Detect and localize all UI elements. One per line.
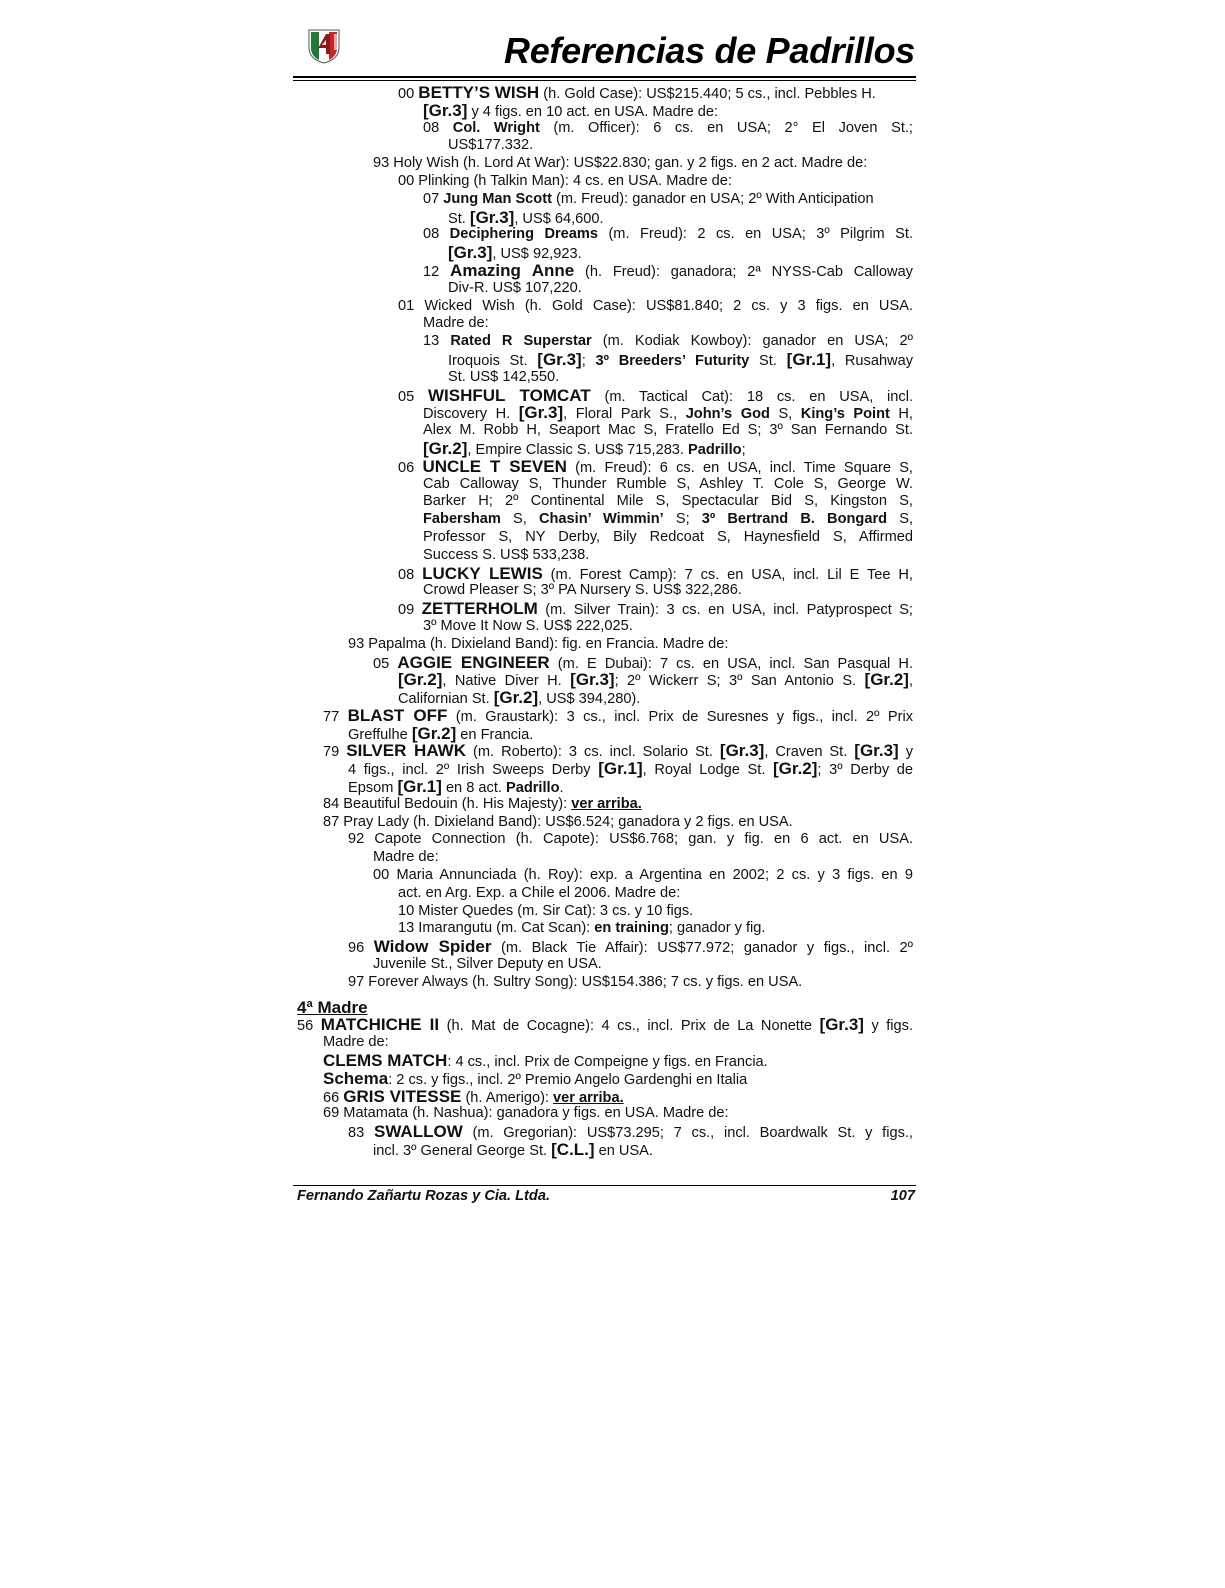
text-run: 07 xyxy=(423,190,444,207)
text-run: (m. Silver Train): 3 cs. en USA, incl. Patyprospect S; xyxy=(537,602,913,619)
text-line xyxy=(423,511,913,529)
emphasis-text: Widow Spider xyxy=(373,937,492,957)
text-run: ; 3º Derby de xyxy=(817,762,914,779)
text-line xyxy=(423,422,913,440)
text-run: Barker H; 2º Continental Mile S, Spectacular Bid S, Kingston S, xyxy=(423,493,913,510)
text-run: Madre de: xyxy=(423,315,489,332)
text-run: 08 xyxy=(398,566,423,583)
emphasis-text: Schema xyxy=(323,1068,389,1088)
text-line xyxy=(348,725,913,743)
text-line xyxy=(398,565,913,583)
text-line xyxy=(348,938,913,956)
text-run: , Native Diver H. xyxy=(442,673,571,690)
text-run: St. xyxy=(749,352,787,369)
emphasis-text: Padrillo xyxy=(688,441,742,458)
text-line xyxy=(423,404,913,422)
text-line xyxy=(448,280,913,298)
text-run: 13 Imarangutu (m. Cat Scan): xyxy=(398,920,595,937)
emphasis-text: Chasin’ Wimmin’ xyxy=(538,511,664,528)
text-line xyxy=(448,209,913,227)
text-run: (m. Kodiak Kowboy): ganador en USA; 2º xyxy=(591,333,913,350)
emphasis-text: ZETTERHOLM xyxy=(421,599,538,619)
text-run: Alex M. Robb H, Seaport Mac S, Fratello Ed S; 3º San Fernando St. xyxy=(423,422,913,439)
emphasis-text: 3º Breeders’ Futurity xyxy=(595,352,750,369)
text-line xyxy=(423,120,913,138)
text-run: 92 Capote Connection (h. Capote): US$6.768; gan. y fig. en 6 act. en USA. xyxy=(348,831,913,848)
emphasis-text: John’s God xyxy=(685,406,770,423)
text-run: (m. Freud): 6 cs. en USA, incl. Time Square S, xyxy=(566,459,913,476)
emphasis-text: [Gr.1] xyxy=(397,777,442,797)
text-line xyxy=(323,1105,913,1123)
text-line xyxy=(323,742,913,760)
emphasis-text: [Gr.2] xyxy=(398,670,443,690)
emphasis-text: Deciphering Dreams xyxy=(449,226,598,243)
text-run: 56 xyxy=(297,1018,321,1035)
text-line xyxy=(448,351,913,369)
text-line xyxy=(348,831,913,849)
text-line xyxy=(297,999,913,1017)
emphasis-text: [Gr.2] xyxy=(493,688,539,708)
emphasis-text: LUCKY LEWIS xyxy=(422,563,543,583)
emphasis-text: WISHFUL TOMCAT xyxy=(428,385,591,405)
text-run: (h. Gold Case): US$215.440; 5 cs., incl. Pebbles H. xyxy=(539,86,876,102)
text-run: ; xyxy=(741,441,746,458)
text-line xyxy=(423,440,913,458)
emphasis-text: 4ª Madre xyxy=(297,997,368,1017)
text-line xyxy=(423,618,913,636)
text-run: incl. 3º General George St. xyxy=(373,1143,552,1160)
emphasis-text: [Gr.3] xyxy=(423,100,468,120)
text-run: 00 xyxy=(398,86,419,102)
text-run: ; ganador y fig. xyxy=(668,920,766,937)
text-run: St. xyxy=(448,210,470,227)
text-run: 12 xyxy=(423,263,451,280)
text-run: act. en Arg. Exp. a Chile el 2006. Madre de: xyxy=(398,884,681,901)
text-line xyxy=(373,867,913,885)
emphasis-text: [Gr.3] xyxy=(469,207,515,227)
text-line xyxy=(348,778,913,796)
text-line xyxy=(348,760,913,778)
text-line xyxy=(423,476,913,494)
emphasis-text: 3º Bertrand B. Bongard xyxy=(701,511,888,528)
text-line xyxy=(323,1052,913,1070)
emphasis-text: King’s Point xyxy=(800,406,890,423)
emphasis-text: [Gr.3] xyxy=(537,349,582,369)
text-line xyxy=(398,458,913,476)
text-run: 08 xyxy=(423,226,450,243)
emphasis-text: [Gr.3] xyxy=(854,741,899,761)
text-run: Iroquois St. xyxy=(448,352,538,369)
emphasis-text: [Gr.2] xyxy=(773,759,818,779)
emphasis-text: [Gr.3] xyxy=(819,1015,864,1035)
text-line xyxy=(398,298,913,316)
text-run: , US$ 92,923. xyxy=(492,246,582,263)
text-run: en USA. xyxy=(594,1143,653,1160)
text-run: (h. Amerigo): xyxy=(461,1089,554,1106)
text-line xyxy=(423,333,913,351)
text-run: (m. Gregorian): US$73.295; 7 cs., incl. Boardwalk St. y figs., xyxy=(462,1125,913,1142)
text-run: (m. E Dubai): 7 cs. en USA, incl. San Pasqual H. xyxy=(549,655,913,672)
emphasis-text: [Gr.3] xyxy=(719,741,765,761)
text-line xyxy=(423,191,913,209)
text-run: US$177.332. xyxy=(448,137,534,154)
text-run: , Floral Park S., xyxy=(563,406,686,423)
pedigree-text xyxy=(0,84,1225,1159)
text-run: S; xyxy=(663,511,702,528)
emphasis-text: [Gr.2] xyxy=(423,438,468,458)
text-line xyxy=(423,102,913,120)
text-line xyxy=(398,173,913,191)
text-run: 09 xyxy=(398,602,422,619)
text-line xyxy=(398,689,913,707)
text-run: en 8 act. xyxy=(441,780,506,797)
text-line xyxy=(448,244,913,262)
text-line xyxy=(448,369,913,387)
text-line xyxy=(373,654,913,672)
text-run: y 4 figs. en 10 act. en USA. Madre de: xyxy=(467,103,719,120)
text-run: 13 xyxy=(423,333,451,350)
text-line xyxy=(323,1088,913,1106)
emphasis-text: Jung Man Scott xyxy=(443,190,552,207)
text-line xyxy=(373,155,913,173)
text-run: (m. Graustark): 3 cs., incl. Prix de Suresnes y figs., incl. 2º Prix xyxy=(447,708,913,725)
emphasis-text: UNCLE T SEVEN xyxy=(422,456,567,476)
text-run: (m. Freud): ganador en USA; 2º With Anticipation xyxy=(551,190,874,207)
emphasis-text: [Gr.3] xyxy=(570,670,615,690)
text-run: Madre de: xyxy=(323,1034,389,1051)
text-line xyxy=(398,671,913,689)
text-run: Crowd Pleaser S; 3º PA Nursery S. US$ 322,286. xyxy=(423,582,742,599)
text-run: (h. Mat de Cocagne): 4 cs., incl. Prix de La Nonette xyxy=(439,1018,820,1035)
text-run: 93 Holy Wish (h. Lord At War): US$22.830; gan. y 2 figs. en 2 act. Madre de: xyxy=(373,155,868,172)
text-line xyxy=(373,1141,913,1159)
text-run: 77 xyxy=(323,708,348,725)
text-run: Div-R. US$ 107,220. xyxy=(448,279,582,296)
emphasis-text: ver arriba. xyxy=(553,1089,624,1106)
text-line xyxy=(423,547,913,565)
text-line xyxy=(323,796,913,814)
text-run: y figs. xyxy=(863,1018,914,1035)
emphasis-text: en training xyxy=(594,920,669,937)
emphasis-text: GRIS VITESSE xyxy=(343,1086,462,1106)
text-run: , Rusahway xyxy=(831,352,914,369)
text-run: 83 xyxy=(348,1125,374,1142)
page-number: 107 xyxy=(890,1188,915,1204)
text-line xyxy=(398,84,913,102)
header-rule-thin xyxy=(293,80,916,81)
text-run: Greffulhe xyxy=(348,726,412,743)
text-run: , US$ 64,600. xyxy=(514,210,604,227)
text-run: , Royal Lodge St. xyxy=(642,762,774,779)
text-line xyxy=(423,493,913,511)
text-line xyxy=(398,920,913,938)
text-run: , Empire Classic S. US$ 715,283. xyxy=(467,441,689,458)
emphasis-text: BETTY’S WISH xyxy=(418,83,540,102)
text-run: S, xyxy=(500,511,539,528)
emphasis-text: CLEMS MATCH xyxy=(323,1051,448,1071)
text-run: ; 2º Wickerr S; 3º San Antonio S. xyxy=(614,673,865,690)
text-run: : 4 cs., incl. Prix de Compeigne y figs. en Francia. xyxy=(447,1054,768,1071)
text-run: (m. Freud): 2 cs. en USA; 3º Pilgrim St. xyxy=(598,226,913,243)
emphasis-text: [Gr.3] xyxy=(448,243,493,263)
text-run: . xyxy=(559,780,564,797)
text-line xyxy=(398,387,913,405)
text-run: 87 Pray Lady (h. Dixieland Band): US$6.524; ganadora y 2 figs. en USA. xyxy=(323,813,793,830)
text-run: (m. Roberto): 3 cs. incl. Solario St. xyxy=(466,744,720,761)
text-run: St. US$ 142,550. xyxy=(448,368,560,385)
text-line xyxy=(373,849,913,867)
text-run: 79 xyxy=(323,744,347,761)
text-run: , Craven St. xyxy=(764,744,855,761)
text-run: 84 Beautiful Bedouin (h. His Majesty): xyxy=(323,795,572,812)
text-line xyxy=(323,1070,913,1088)
text-run: 69 Matamata (h. Nashua): ganadora y figs. en USA. Madre de: xyxy=(323,1105,729,1122)
text-run: (m. Tactical Cat): 18 cs. en USA, incl. xyxy=(590,388,913,405)
text-run: S, xyxy=(769,406,801,423)
text-run: 06 xyxy=(398,459,423,476)
text-line xyxy=(423,315,913,333)
text-run: (m. Officer): 6 cs. en USA; 2° El Joven St.; xyxy=(539,119,913,136)
text-line xyxy=(423,582,913,600)
text-run: (m. Forest Camp): 7 cs. en USA, incl. Lil E Tee H, xyxy=(542,566,913,583)
text-run: 10 Mister Quedes (m. Sir Cat): 3 cs. y 10 figs. xyxy=(398,902,694,919)
text-line xyxy=(448,137,913,155)
header-rule xyxy=(293,76,916,78)
emphasis-text: Col. Wright xyxy=(452,119,540,136)
text-run: (h. Freud): ganadora; 2ª NYSS-Cab Calloway xyxy=(574,263,913,280)
emphasis-text: [Gr.2] xyxy=(864,670,909,690)
text-line xyxy=(323,814,913,832)
footer-rule xyxy=(293,1185,916,1186)
text-run: ; xyxy=(581,352,596,369)
text-line xyxy=(398,600,913,618)
emphasis-text: AGGIE ENGINEER xyxy=(397,652,550,672)
text-line xyxy=(348,1123,913,1141)
emphasis-text: SILVER HAWK xyxy=(346,741,466,761)
text-run: 05 xyxy=(373,655,398,672)
text-run: 08 xyxy=(423,119,453,136)
emphasis-text: Fabersham xyxy=(423,511,501,528)
emphasis-text: ver arriba. xyxy=(571,795,642,812)
text-run: Californian St. xyxy=(398,691,494,708)
text-run: 96 xyxy=(348,940,374,957)
text-run: 97 Forever Always (h. Sultry Song): US$154.386; 7 cs. y figs. en USA. xyxy=(348,973,803,990)
text-run: Professor S, NY Derby, Bily Redcoat S, Haynesfield S, Affirmed xyxy=(423,528,913,545)
text-run: H, xyxy=(889,406,913,423)
emphasis-text: Padrillo xyxy=(505,780,560,797)
emphasis-text: [Gr.2] xyxy=(411,723,457,743)
text-run: Juvenile St., Silver Deputy en USA. xyxy=(373,956,602,973)
text-run: S, xyxy=(887,511,913,528)
text-line xyxy=(423,529,913,547)
text-line xyxy=(348,974,913,992)
emphasis-text: Rated R Superstar xyxy=(450,333,592,350)
text-line xyxy=(398,903,913,921)
text-line xyxy=(297,1016,913,1034)
text-run: 66 xyxy=(323,1089,344,1106)
text-run: 00 Plinking (h Talkin Man): 4 cs. en USA. Madre de: xyxy=(398,172,732,189)
page-title: Referencias de Padrillos xyxy=(504,30,915,71)
text-run: Epsom xyxy=(348,780,398,797)
text-line xyxy=(398,885,913,903)
emphasis-text: [Gr.3] xyxy=(518,403,564,423)
text-run: en Francia. xyxy=(456,726,534,743)
text-line xyxy=(423,226,913,244)
text-run: 3º Move It Now S. US$ 222,025. xyxy=(423,617,633,634)
text-line xyxy=(373,956,913,974)
text-line xyxy=(423,262,913,280)
footer-company: Fernando Zañartu Rozas y Cia. Ltda. xyxy=(297,1188,550,1204)
emphasis-text: [C.L.] xyxy=(551,1140,595,1160)
text-run: , US$ 394,280). xyxy=(538,691,641,708)
text-run: Cab Calloway S, Thunder Rumble S, Ashley T. Cole S, George W. xyxy=(423,475,913,492)
emphasis-text: MATCHICHE II xyxy=(320,1015,440,1035)
text-run: 05 xyxy=(398,388,428,405)
text-run: 01 Wicked Wish (h. Gold Case): US$81.840; 2 cs. y 3 figs. en USA. xyxy=(398,297,913,314)
text-line xyxy=(323,1034,913,1052)
text-run: 00 Maria Annunciada (h. Roy): exp. a Argentina en 2002; 2 cs. y 3 figs. en 9 xyxy=(373,867,913,884)
text-run: Discovery H. xyxy=(423,406,519,423)
emphasis-text: SWALLOW xyxy=(373,1122,463,1142)
emphasis-text: BLAST OFF xyxy=(347,705,448,725)
emphasis-text: Amazing Anne xyxy=(450,260,575,280)
text-run: , xyxy=(908,673,913,690)
emphasis-text: [Gr.1] xyxy=(598,759,643,779)
text-run: : 2 cs. y figs., incl. 2º Premio Angelo Gardenghi en Italia xyxy=(388,1071,748,1088)
text-line xyxy=(323,707,913,725)
text-run: 4 figs., incl. 2º Irish Sweeps Derby xyxy=(348,762,599,779)
emphasis-text: [Gr.1] xyxy=(786,349,832,369)
text-run: 93 Papalma (h. Dixieland Band): fig. en Francia. Madre de: xyxy=(348,635,729,652)
text-run: Success S. US$ 533,238. xyxy=(423,546,590,563)
text-run: (m. Black Tie Affair): US$77.972; ganador y figs., incl. 2º xyxy=(491,940,913,957)
text-run: Madre de: xyxy=(373,849,439,866)
text-line xyxy=(348,636,913,654)
text-run: y xyxy=(898,744,913,761)
